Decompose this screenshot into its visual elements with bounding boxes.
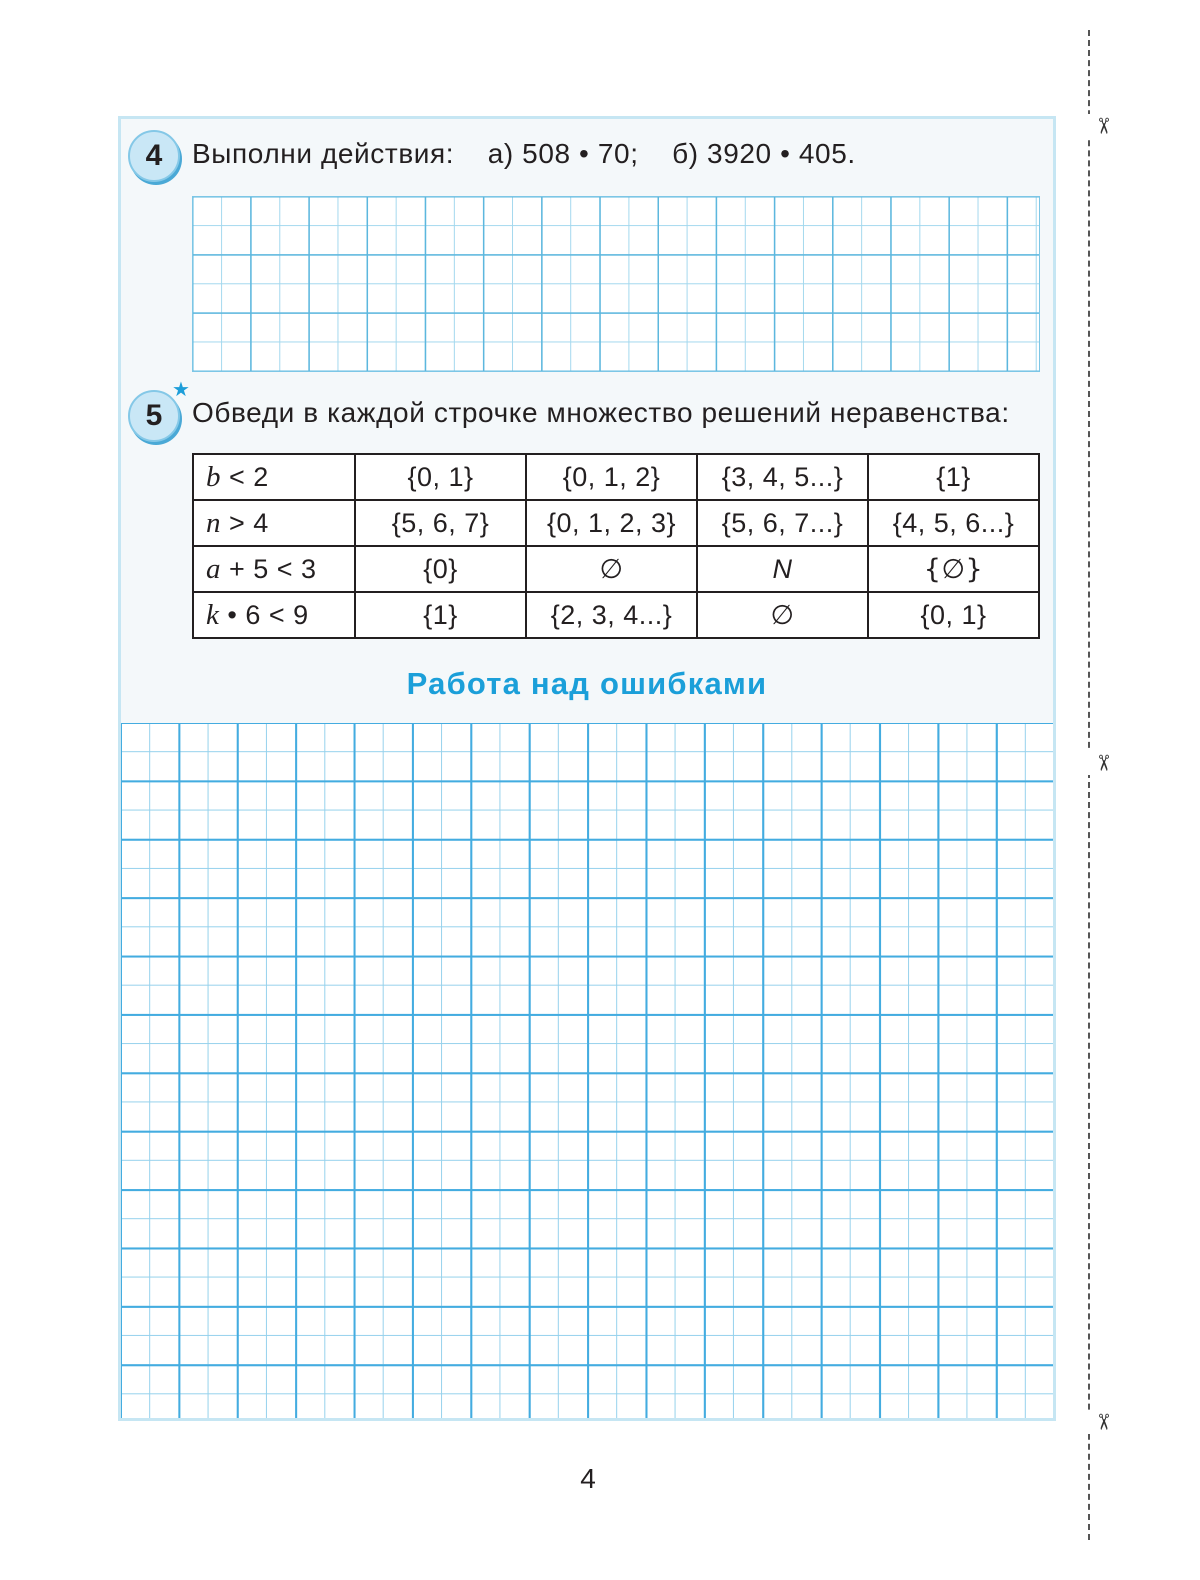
section-title: Работа над ошибками bbox=[406, 666, 768, 701]
inequality-cell bbox=[193, 592, 355, 638]
task-4-text: Выполни действия: а) 508 • 70; б) 3920 • 405. bbox=[192, 138, 856, 169]
solution-set-option[interactable]: {∅} bbox=[868, 546, 1039, 592]
solution-set-option[interactable]: {0, 1, 2} bbox=[526, 454, 697, 500]
table-row bbox=[193, 546, 1039, 592]
inequality-rest: > 4 bbox=[221, 507, 269, 538]
task-4-answer-grid[interactable] bbox=[192, 196, 1040, 372]
solution-set-option[interactable]: N bbox=[697, 546, 868, 592]
solution-set-option[interactable]: {1} bbox=[355, 592, 526, 638]
cut-line bbox=[1088, 30, 1090, 1540]
solution-set-option[interactable]: {5, 6, 7...} bbox=[697, 500, 868, 546]
solution-set-option[interactable]: {0, 1} bbox=[868, 592, 1039, 638]
solution-set-option[interactable]: {0, 1, 2, 3} bbox=[526, 500, 697, 546]
variable: a bbox=[206, 552, 221, 585]
page-number: 4 bbox=[580, 1463, 596, 1494]
solution-set-option[interactable]: {3, 4, 5...} bbox=[697, 454, 868, 500]
inequality-solutions-table bbox=[192, 453, 1040, 639]
task-5-badge: 5 bbox=[128, 390, 180, 442]
inequality-cell bbox=[193, 546, 355, 592]
solution-set-option[interactable]: ∅ bbox=[697, 592, 868, 638]
inequality-rest: + 5 < 3 bbox=[221, 553, 317, 584]
solution-set-option[interactable]: {1} bbox=[868, 454, 1039, 500]
solution-set-option[interactable]: {4, 5, 6...} bbox=[868, 500, 1039, 546]
solution-set-option[interactable]: {5, 6, 7} bbox=[355, 500, 526, 546]
variable: b bbox=[206, 460, 221, 493]
task-4-badge: 4 bbox=[128, 130, 180, 182]
table-row bbox=[193, 454, 1039, 500]
star-icon: ★ bbox=[172, 379, 190, 401]
variable: k bbox=[206, 598, 220, 631]
solution-set-option[interactable]: {2, 3, 4...} bbox=[526, 592, 697, 638]
variable: n bbox=[206, 506, 221, 539]
inequality-cell bbox=[193, 454, 355, 500]
table-row bbox=[193, 592, 1039, 638]
scissors-icon: ✂ bbox=[1088, 1410, 1118, 1434]
corrections-grid[interactable] bbox=[121, 723, 1053, 1418]
scissors-icon: ✂ bbox=[1088, 751, 1118, 775]
inequality-cell bbox=[193, 500, 355, 546]
task-5-text: Обведи в каждой строчке множество решений неравенства: bbox=[192, 397, 1010, 428]
scissors-icon: ✂ bbox=[1088, 114, 1118, 138]
table-row bbox=[193, 500, 1039, 546]
solution-set-option[interactable]: {0} bbox=[355, 546, 526, 592]
solution-set-option[interactable]: {0, 1} bbox=[355, 454, 526, 500]
solution-set-option[interactable]: ∅ bbox=[526, 546, 697, 592]
inequality-rest: • 6 < 9 bbox=[219, 599, 309, 630]
inequality-rest: < 2 bbox=[221, 461, 269, 492]
